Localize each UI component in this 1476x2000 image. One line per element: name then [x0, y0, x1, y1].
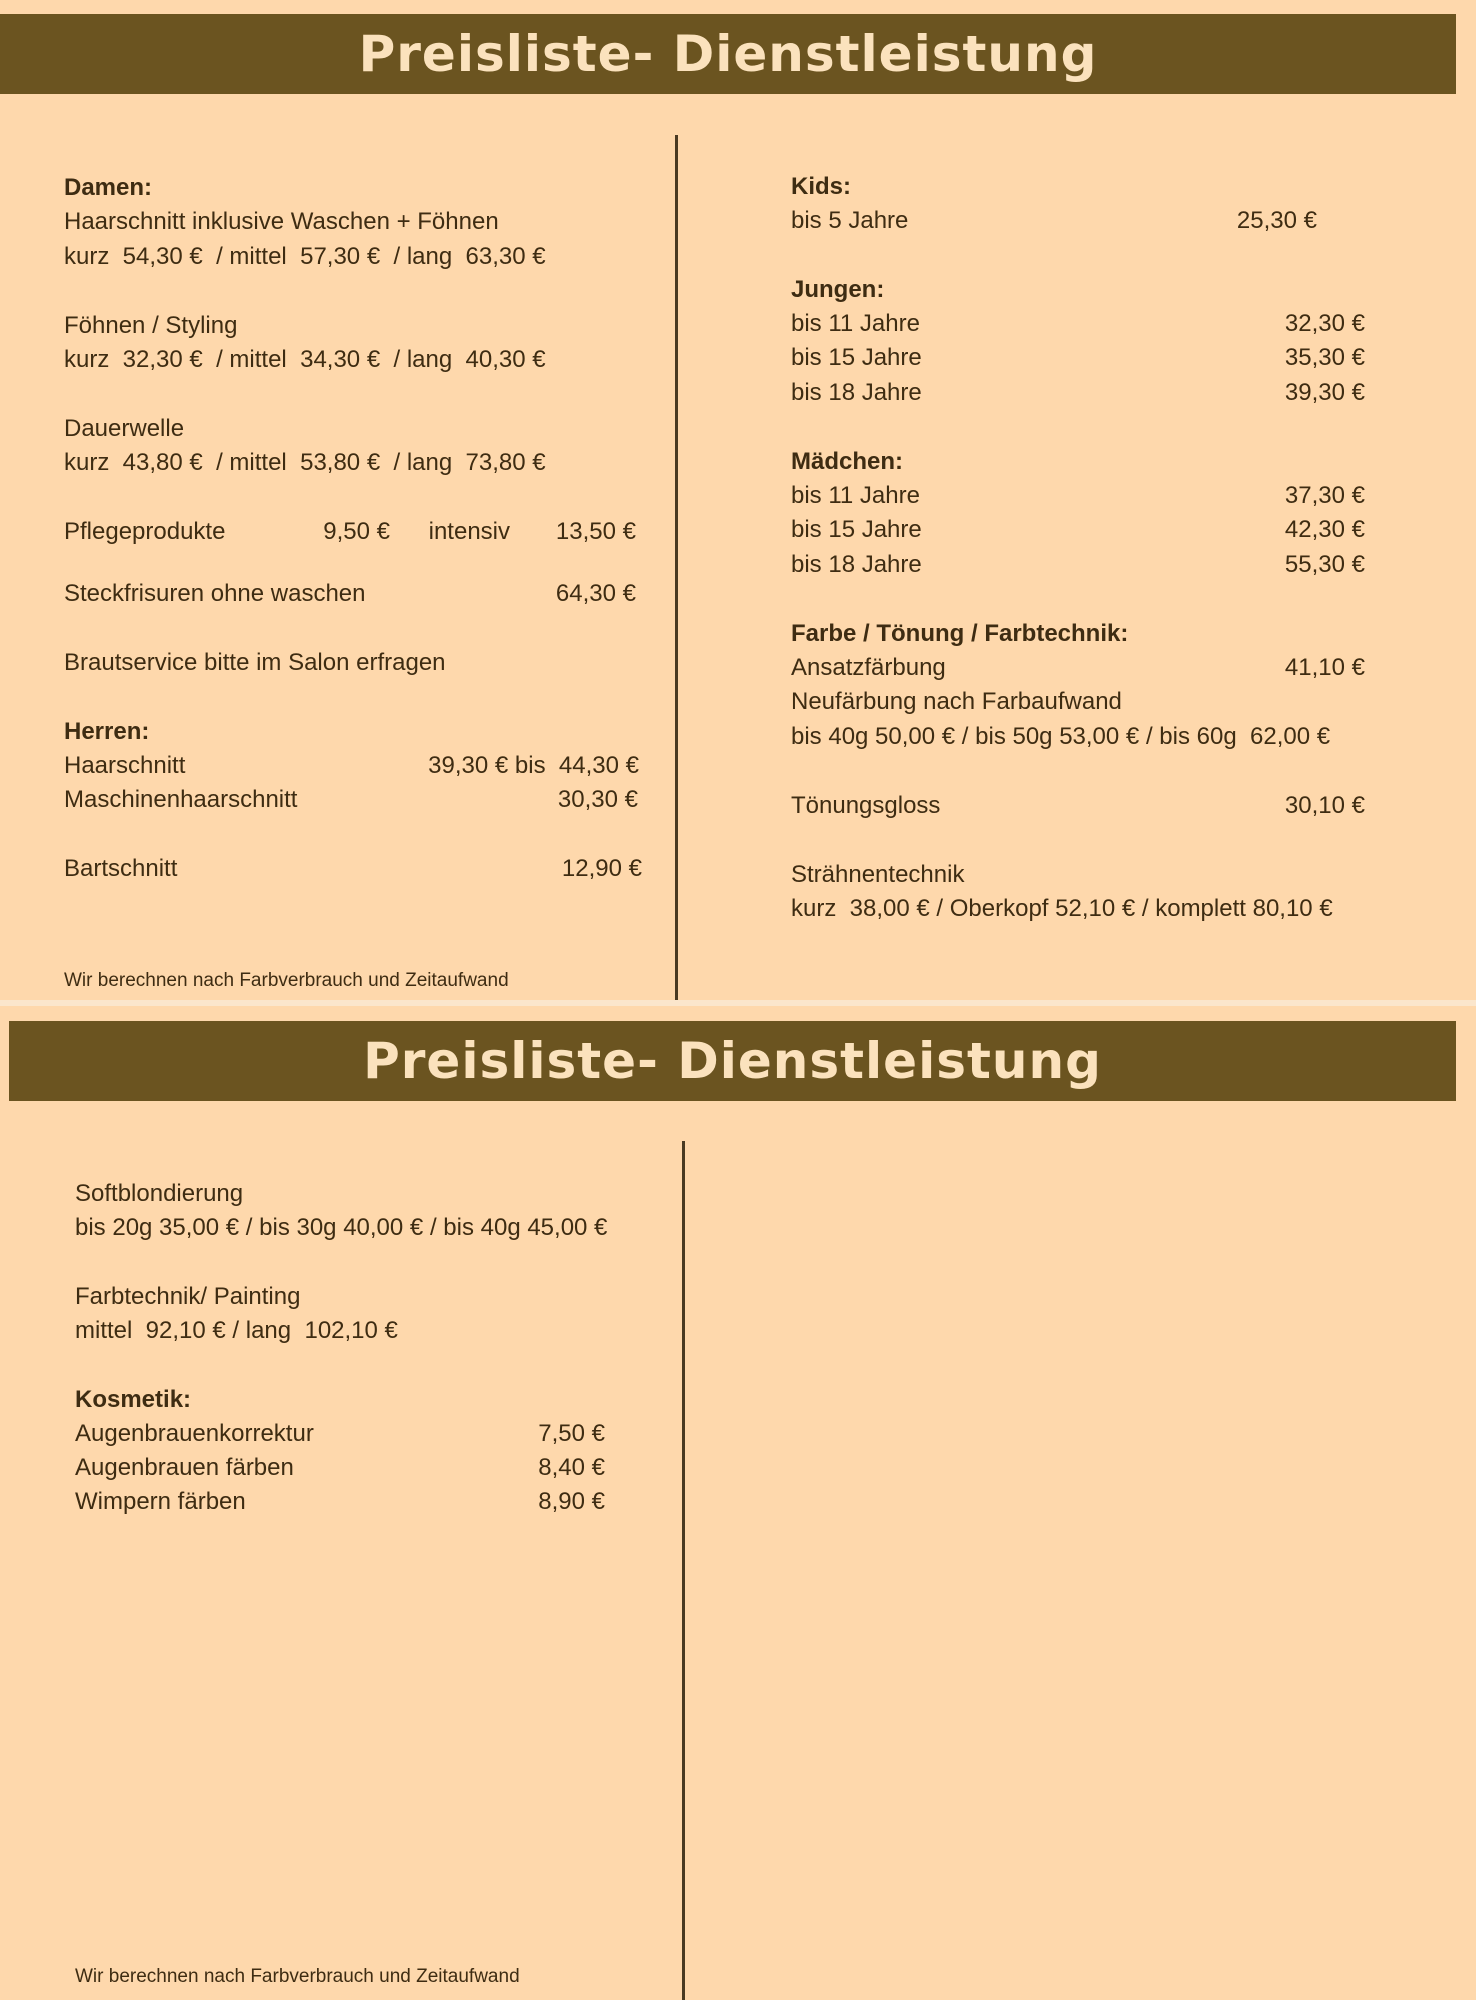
- item-bartschnitt-label: Bartschnitt: [64, 855, 178, 882]
- page-title-banner: [9, 1021, 1456, 1101]
- item-foehnen-prices: kurz 32,30 € / mittel 34,30 € / lang 40,30 €: [64, 346, 546, 373]
- jungen-row-label: bis 11 Jahre: [791, 310, 920, 337]
- item-painting-label: Farbtechnik/ Painting: [75, 1283, 301, 1310]
- column-divider: [682, 1141, 685, 2000]
- footnote: Wir berechnen nach Farbverbrauch und Zeitaufwand: [64, 970, 509, 991]
- jungen-row-price: 32,30 €: [1284, 310, 1365, 337]
- maedchen-row-label: bis 11 Jahre: [791, 482, 920, 509]
- jungen-row-price: 35,30 €: [1284, 344, 1365, 371]
- item-softblondierung-prices: bis 20g 35,00 € / bis 30g 40,00 € / bis 40g 45,00 €: [75, 1214, 608, 1241]
- maedchen-row-price: 55,30 €: [1284, 551, 1365, 578]
- item-neufaerbung-label: Neufärbung nach Farbaufwand: [791, 688, 1122, 715]
- section-heading-kosmetik: Kosmetik:: [75, 1386, 192, 1413]
- item-brautservice-label: Brautservice bitte im Salon erfragen: [64, 649, 446, 676]
- price-list-page-2: [0, 1006, 1476, 2000]
- maedchen-row-price: 37,30 €: [1284, 482, 1365, 509]
- item-haarschnitt-prices: kurz 54,30 € / mittel 57,30 € / lang 63,30 €: [64, 243, 546, 270]
- section-heading-kids: Kids:: [791, 173, 851, 200]
- section-heading-damen: Damen:: [64, 174, 153, 201]
- jungen-row-price: 39,30 €: [1284, 379, 1365, 406]
- item-gloss-price: 30,10 €: [1284, 792, 1365, 819]
- item-gloss-label: Tönungsgloss: [791, 792, 941, 819]
- item-straehnen-label: Strähnentechnik: [791, 861, 965, 888]
- kosmetik-row-price: 7,50 €: [538, 1420, 605, 1447]
- item-softblondierung-label: Softblondierung: [75, 1180, 244, 1207]
- item-neufaerbung-prices: bis 40g 50,00 € / bis 50g 53,00 € / bis 60g 62,00 €: [791, 723, 1331, 750]
- item-steckfrisuren-price: 64,30 €: [555, 580, 636, 607]
- right-column: [791, 170, 1371, 950]
- item-foehnen-label: Föhnen / Styling: [64, 312, 238, 339]
- item-ansatz-label: Ansatzfärbung: [791, 654, 946, 681]
- item-pflege-price: 9,50 €: [323, 518, 390, 545]
- footnote: Wir berechnen nach Farbverbrauch und Zeitaufwand: [75, 1966, 520, 1987]
- section-heading-farbe: Farbe / Tönung / Farbtechnik:: [791, 620, 1129, 647]
- item-maschinen-label: Maschinenhaarschnitt: [64, 786, 298, 813]
- kosmetik-row-label: Augenbrauen färben: [75, 1454, 294, 1481]
- page-title: Preisliste- Dienstleistung: [358, 25, 1098, 83]
- item-dauerwelle-label: Dauerwelle: [64, 415, 185, 442]
- item-haarschnitt-label: Haarschnitt inklusive Waschen + Föhnen: [64, 208, 499, 235]
- item-dauerwelle-prices: kurz 43,80 € / mittel 53,80 € / lang 73,80 €: [64, 449, 546, 476]
- jungen-row-label: bis 15 Jahre: [791, 344, 922, 371]
- item-ansatz-price: 41,10 €: [1284, 654, 1365, 681]
- kosmetik-row-price: 8,90 €: [538, 1488, 605, 1515]
- left-column: [64, 171, 642, 991]
- kosmetik-row-label: Augenbrauenkorrektur: [75, 1420, 314, 1447]
- section-heading-jungen: Jungen:: [791, 276, 885, 303]
- item-intensiv-price: 13,50 €: [555, 518, 636, 545]
- maedchen-row-label: bis 18 Jahre: [791, 551, 922, 578]
- maedchen-row-label: bis 15 Jahre: [791, 516, 922, 543]
- kids-row-label: bis 5 Jahre: [791, 207, 909, 234]
- item-straehnen-prices: kurz 38,00 € / Oberkopf 52,10 € / komplett 80,10 €: [791, 895, 1333, 922]
- item-herren-haarschnitt-label: Haarschnitt: [64, 752, 186, 779]
- item-bartschnitt-price: 12,90 €: [561, 855, 642, 882]
- page-title: Preisliste- Dienstleistung: [363, 1032, 1102, 1090]
- kids-row-price: 25,30 €: [1236, 207, 1317, 234]
- section-heading-herren: Herren:: [64, 718, 150, 745]
- item-painting-prices: mittel 92,10 € / lang 102,10 €: [75, 1317, 398, 1344]
- item-herren-haarschnitt-price: 39,30 € bis 44,30 €: [428, 752, 639, 779]
- item-maschinen-price: 30,30 €: [557, 786, 638, 813]
- page-title-banner: [0, 14, 1456, 94]
- item-pflege-label: Pflegeprodukte: [64, 518, 226, 545]
- column-divider: [675, 135, 678, 1000]
- kosmetik-row-label: Wimpern färben: [75, 1488, 246, 1515]
- section-heading-maedchen: Mädchen:: [791, 448, 904, 475]
- left-column: [75, 1177, 655, 1577]
- jungen-row-label: bis 18 Jahre: [791, 379, 922, 406]
- item-steckfrisuren-label: Steckfrisuren ohne waschen: [64, 580, 366, 607]
- item-intensiv-label: intensiv: [428, 518, 510, 545]
- maedchen-row-price: 42,30 €: [1284, 516, 1365, 543]
- kosmetik-row-price: 8,40 €: [538, 1454, 605, 1481]
